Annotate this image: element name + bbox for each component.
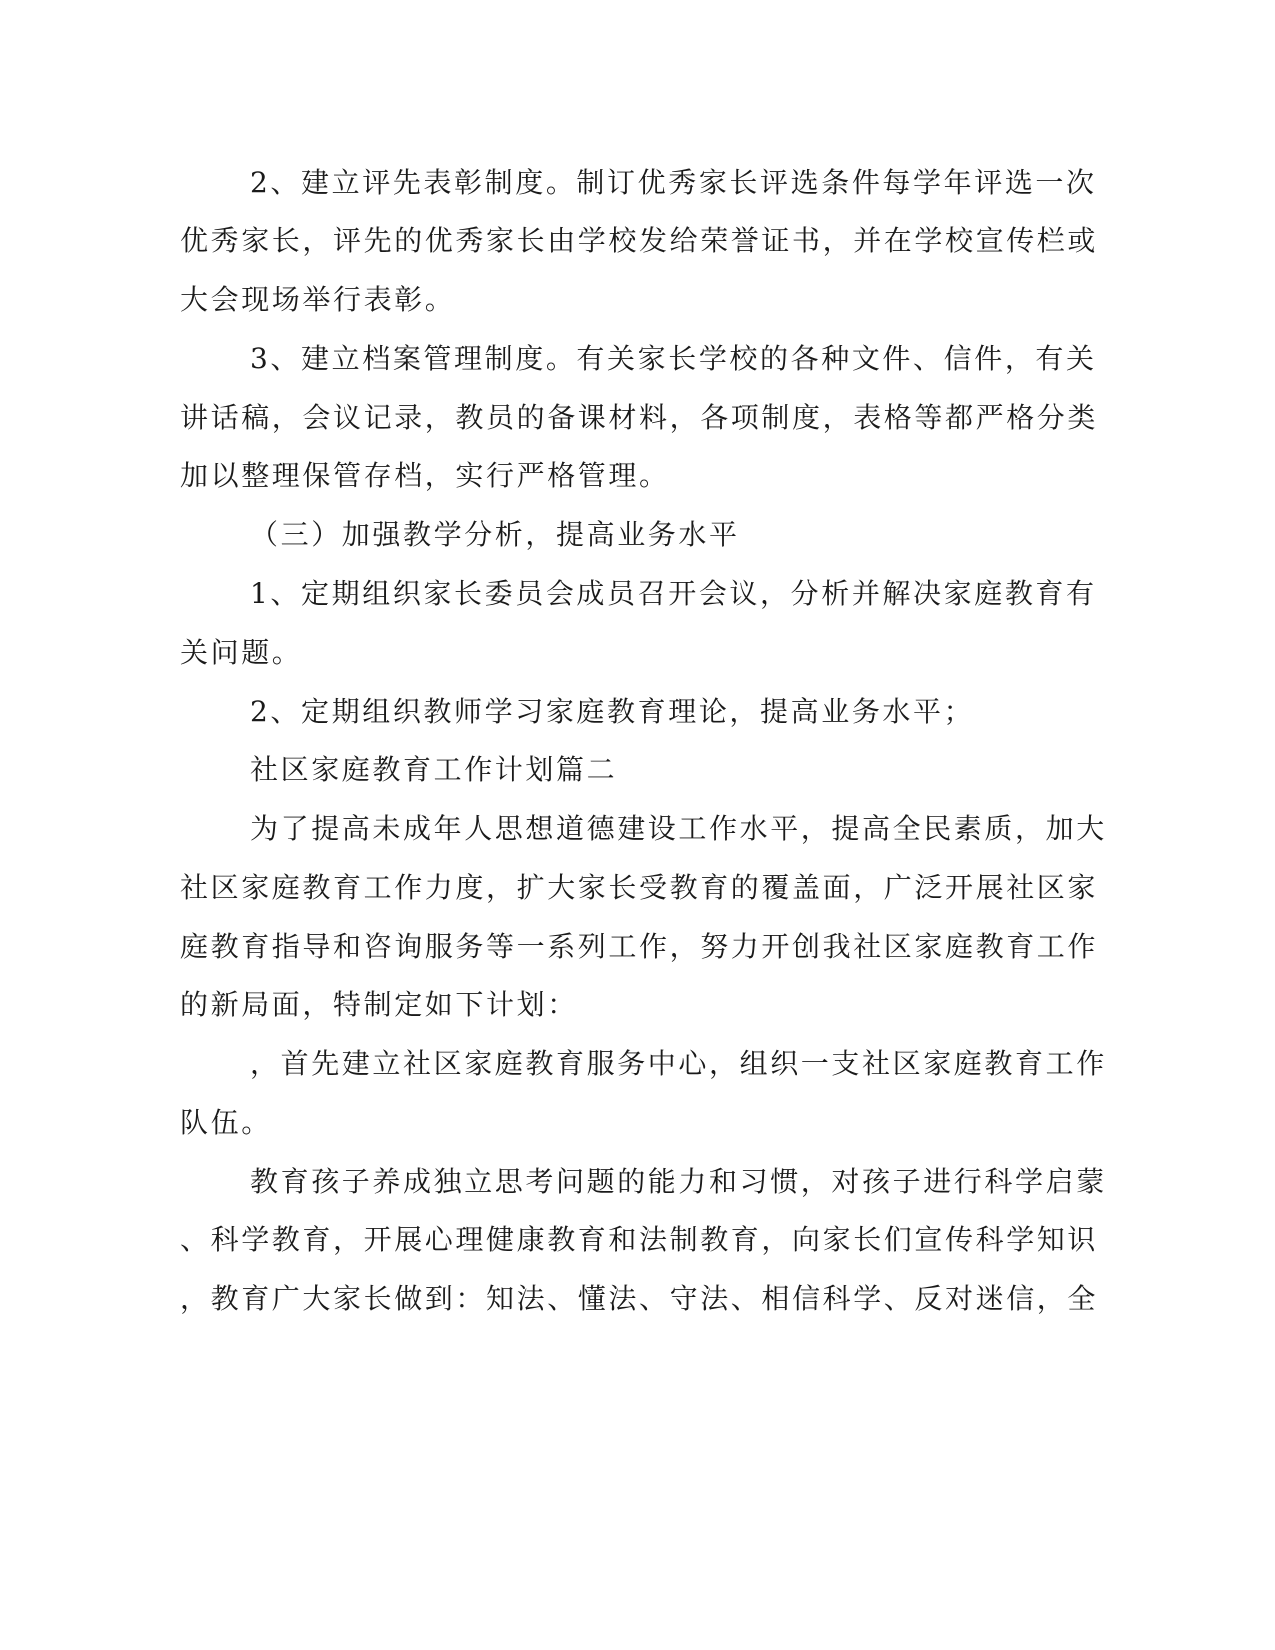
section-heading: （三）加强教学分析，提高业务水平: [250, 518, 740, 551]
text-line: 的新局面，特制定如下计划：: [180, 988, 578, 1021]
text-line: 加以整理保管存档，实行严格管理。: [180, 459, 670, 492]
text-line: 队伍。: [180, 1106, 272, 1139]
text-line: 优秀家长，评先的优秀家长由学校发给荣誉证书，并在学校宣传栏或: [180, 224, 1099, 257]
text-line: ，首先建立社区家庭教育服务中心，组织一支社区家庭教育工作: [250, 1047, 1107, 1080]
text-line: 3、建立档案管理制度。有关家长学校的各种文件、信件，有关: [250, 342, 1097, 375]
text-line: 2、建立评先表彰制度。制订优秀家长评选条件每学年评选一次: [250, 166, 1097, 199]
text-line: 2、定期组织教师学习家庭教育理论，提高业务水平；: [250, 695, 975, 728]
text-line: 1、定期组织家长委员会成员召开会议，分析并解决家庭教育有: [250, 577, 1097, 610]
text-line: 讲话稿，会议记录，教员的备课材料，各项制度，表格等都严格分类: [180, 401, 1099, 434]
text-line: 为了提高未成年人思想道德建设工作水平，提高全民素质，加大: [250, 812, 1107, 845]
text-line: 、科学教育，开展心理健康教育和法制教育，向家长们宣传科学知识: [180, 1223, 1099, 1256]
text-line: 社区家庭教育工作力度，扩大家长受教育的覆盖面，广泛开展社区家: [180, 871, 1099, 904]
text-line: 大会现场举行表彰。: [180, 283, 456, 316]
text-line: 关问题。: [180, 636, 303, 669]
text-line: 教育孩子养成独立思考问题的能力和习惯，对孩子进行科学启蒙: [250, 1165, 1107, 1198]
text-line: 庭教育指导和咨询服务等一系列工作，努力开创我社区家庭教育工作: [180, 930, 1099, 963]
text-line: ，教育广大家长做到：知法、懂法、守法、相信科学、反对迷信，全: [180, 1282, 1099, 1315]
section-title: 社区家庭教育工作计划篇二: [250, 753, 618, 786]
